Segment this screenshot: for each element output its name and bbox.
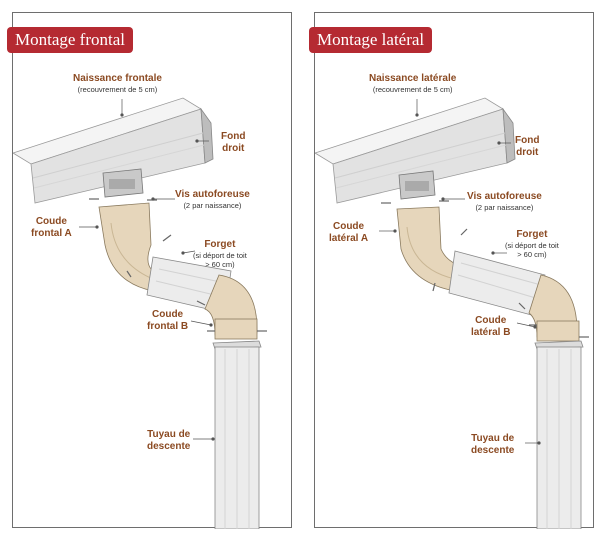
label-naissance: Naissance frontale (recouvrement de 5 cm) — [73, 73, 162, 94]
panel-montage-lateral — [314, 12, 594, 528]
label-coude-a: Coude latéral A — [329, 221, 369, 244]
label-vis-autoforeuse: Vis autoforeuse (2 par naissance) — [467, 191, 542, 212]
label-coude-a: Coude frontal A — [31, 216, 72, 239]
panel-montage-frontal — [12, 12, 292, 528]
label-vis-autoforeuse: Vis autoforeuse (2 par naissance) — [175, 189, 250, 210]
label-coude-b: Coude frontal B — [147, 309, 189, 332]
outlet-naissance-frontal — [103, 169, 143, 197]
label-forget: Forget (si déport de toit > 60 cm) — [193, 239, 247, 269]
downpipe-frontal — [213, 341, 261, 529]
label-fond-droit: Fond droit — [221, 131, 246, 154]
label-forget: Forget (si déport de toit > 60 cm) — [505, 229, 559, 259]
label-naissance: Naissance latérale (recouvrement de 5 cm) — [369, 73, 457, 94]
title-badge-lateral: Montage latéral — [309, 27, 432, 53]
label-coude-b: Coude latéral B — [471, 315, 511, 338]
label-tuyau-de-descente: Tuyau de descente — [147, 429, 191, 452]
label-fond-droit: Fond droit — [515, 135, 540, 158]
downpipe-lateral — [535, 341, 583, 529]
label-tuyau-de-descente: Tuyau de descente — [471, 433, 515, 456]
outlet-naissance-lateral — [399, 171, 435, 199]
title-badge-frontal: Montage frontal — [7, 27, 133, 53]
